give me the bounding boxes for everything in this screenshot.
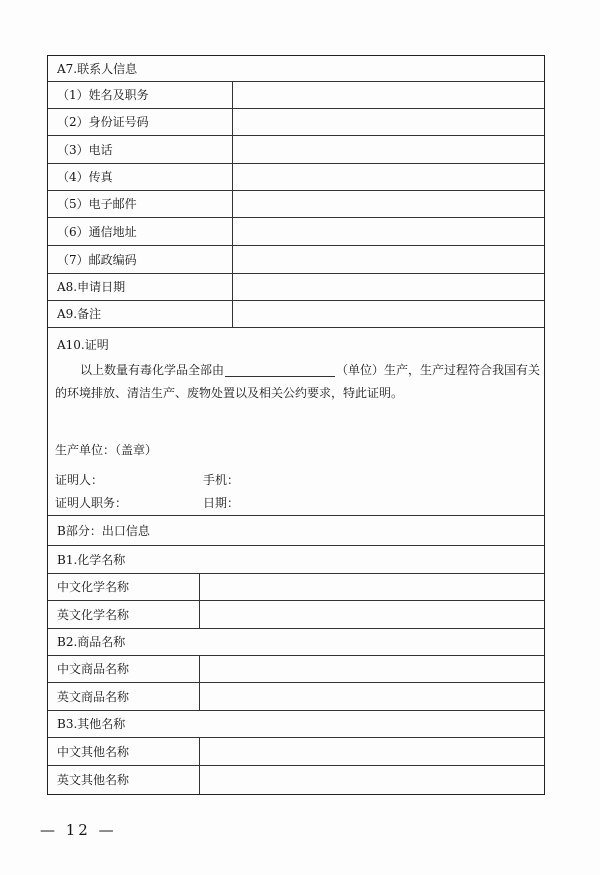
chemical-name-en-label: 英文化学名称 xyxy=(48,601,200,628)
application-form-table xyxy=(47,55,545,795)
other-name-cn-value xyxy=(200,738,544,765)
contact-address-row xyxy=(48,218,544,246)
certification-statement-continued: （单位）生产，生产过程符合我国有关 xyxy=(336,363,541,377)
other-name-cn-label: 中文其他名称 xyxy=(48,738,200,765)
contact-info-title: A7.联系人信息 xyxy=(57,61,138,76)
trade-name-title: B2.商品名称 xyxy=(57,635,126,649)
chemical-name-en-row xyxy=(48,601,544,629)
contact-fax-value xyxy=(233,164,544,190)
contact-address-label: （6）通信地址 xyxy=(48,218,233,245)
other-name-title: B3.其他名称 xyxy=(57,717,126,731)
contact-id-number-row xyxy=(48,109,544,136)
contact-address-value xyxy=(233,218,544,245)
contact-email-label: （5）电子邮件 xyxy=(48,191,233,217)
application-date-row xyxy=(48,274,544,301)
contact-postcode-value xyxy=(233,246,544,273)
producer-name-blank-line xyxy=(225,363,335,377)
certifier-label: 证明人： xyxy=(55,473,104,487)
contact-name-title-label: （1）姓名及职务 xyxy=(48,82,233,108)
contact-email-row xyxy=(48,191,544,218)
page-number: — 12 — xyxy=(40,821,117,839)
chemical-name-title: B1.化学名称 xyxy=(57,552,126,567)
trade-name-en-value xyxy=(200,683,544,710)
trade-name-cn-row xyxy=(48,656,544,683)
chemical-name-header-row xyxy=(48,546,544,574)
contact-phone-value xyxy=(233,136,544,163)
certification-row xyxy=(48,328,544,516)
producer-seal-label: 生产单位：（盖章） xyxy=(55,443,158,457)
trade-name-cn-label: 中文商品名称 xyxy=(48,656,200,682)
contact-phone-row xyxy=(48,136,544,164)
certification-title: A10.证明 xyxy=(57,338,109,352)
contact-id-number-label: （2）身份证号码 xyxy=(48,109,233,135)
trade-name-en-row xyxy=(48,683,544,711)
chemical-name-cn-label: 中文化学名称 xyxy=(48,574,200,600)
contact-email-value xyxy=(233,191,544,217)
remarks-label: A9.备注 xyxy=(48,301,233,327)
trade-name-cn-value xyxy=(200,656,544,682)
export-info-title: B部分：出口信息 xyxy=(57,523,150,538)
certification-statement-start: 以上数量有毒化学品全部由 xyxy=(80,363,225,377)
application-date-value xyxy=(233,274,544,300)
mobile-label: 手机： xyxy=(203,473,240,487)
chemical-name-en-value xyxy=(200,601,544,628)
contact-id-number-value xyxy=(233,109,544,135)
contact-name-title-value xyxy=(233,82,544,108)
contact-fax-row xyxy=(48,164,544,191)
contact-name-title-row xyxy=(48,82,544,109)
chemical-name-cn-row xyxy=(48,574,544,601)
other-name-en-value xyxy=(200,766,544,794)
remarks-value xyxy=(233,301,544,327)
contact-info-header-row xyxy=(48,56,544,82)
other-name-en-row xyxy=(48,766,544,794)
certification-block xyxy=(48,328,544,515)
trade-name-header-row xyxy=(48,629,544,656)
certification-statement-line2: 的环境排放、清洁生产、废物处置以及相关公约要求，特此证明。 xyxy=(55,386,404,400)
other-name-cn-row xyxy=(48,738,544,766)
contact-postcode-label: （7）邮政编码 xyxy=(48,246,233,273)
certifier-position-label: 证明人职务： xyxy=(55,496,128,510)
contact-postcode-row xyxy=(48,246,544,274)
application-date-label: A8.申请日期 xyxy=(48,274,233,300)
contact-phone-label: （3）电话 xyxy=(48,136,233,163)
remarks-row xyxy=(48,301,544,328)
export-info-header-row xyxy=(48,516,544,546)
other-name-header-row xyxy=(48,711,544,738)
contact-fax-label: （4）传真 xyxy=(48,164,233,190)
other-name-en-label: 英文其他名称 xyxy=(48,766,200,794)
date-label: 日期： xyxy=(203,496,240,510)
trade-name-en-label: 英文商品名称 xyxy=(48,683,200,710)
chemical-name-cn-value xyxy=(200,574,544,600)
